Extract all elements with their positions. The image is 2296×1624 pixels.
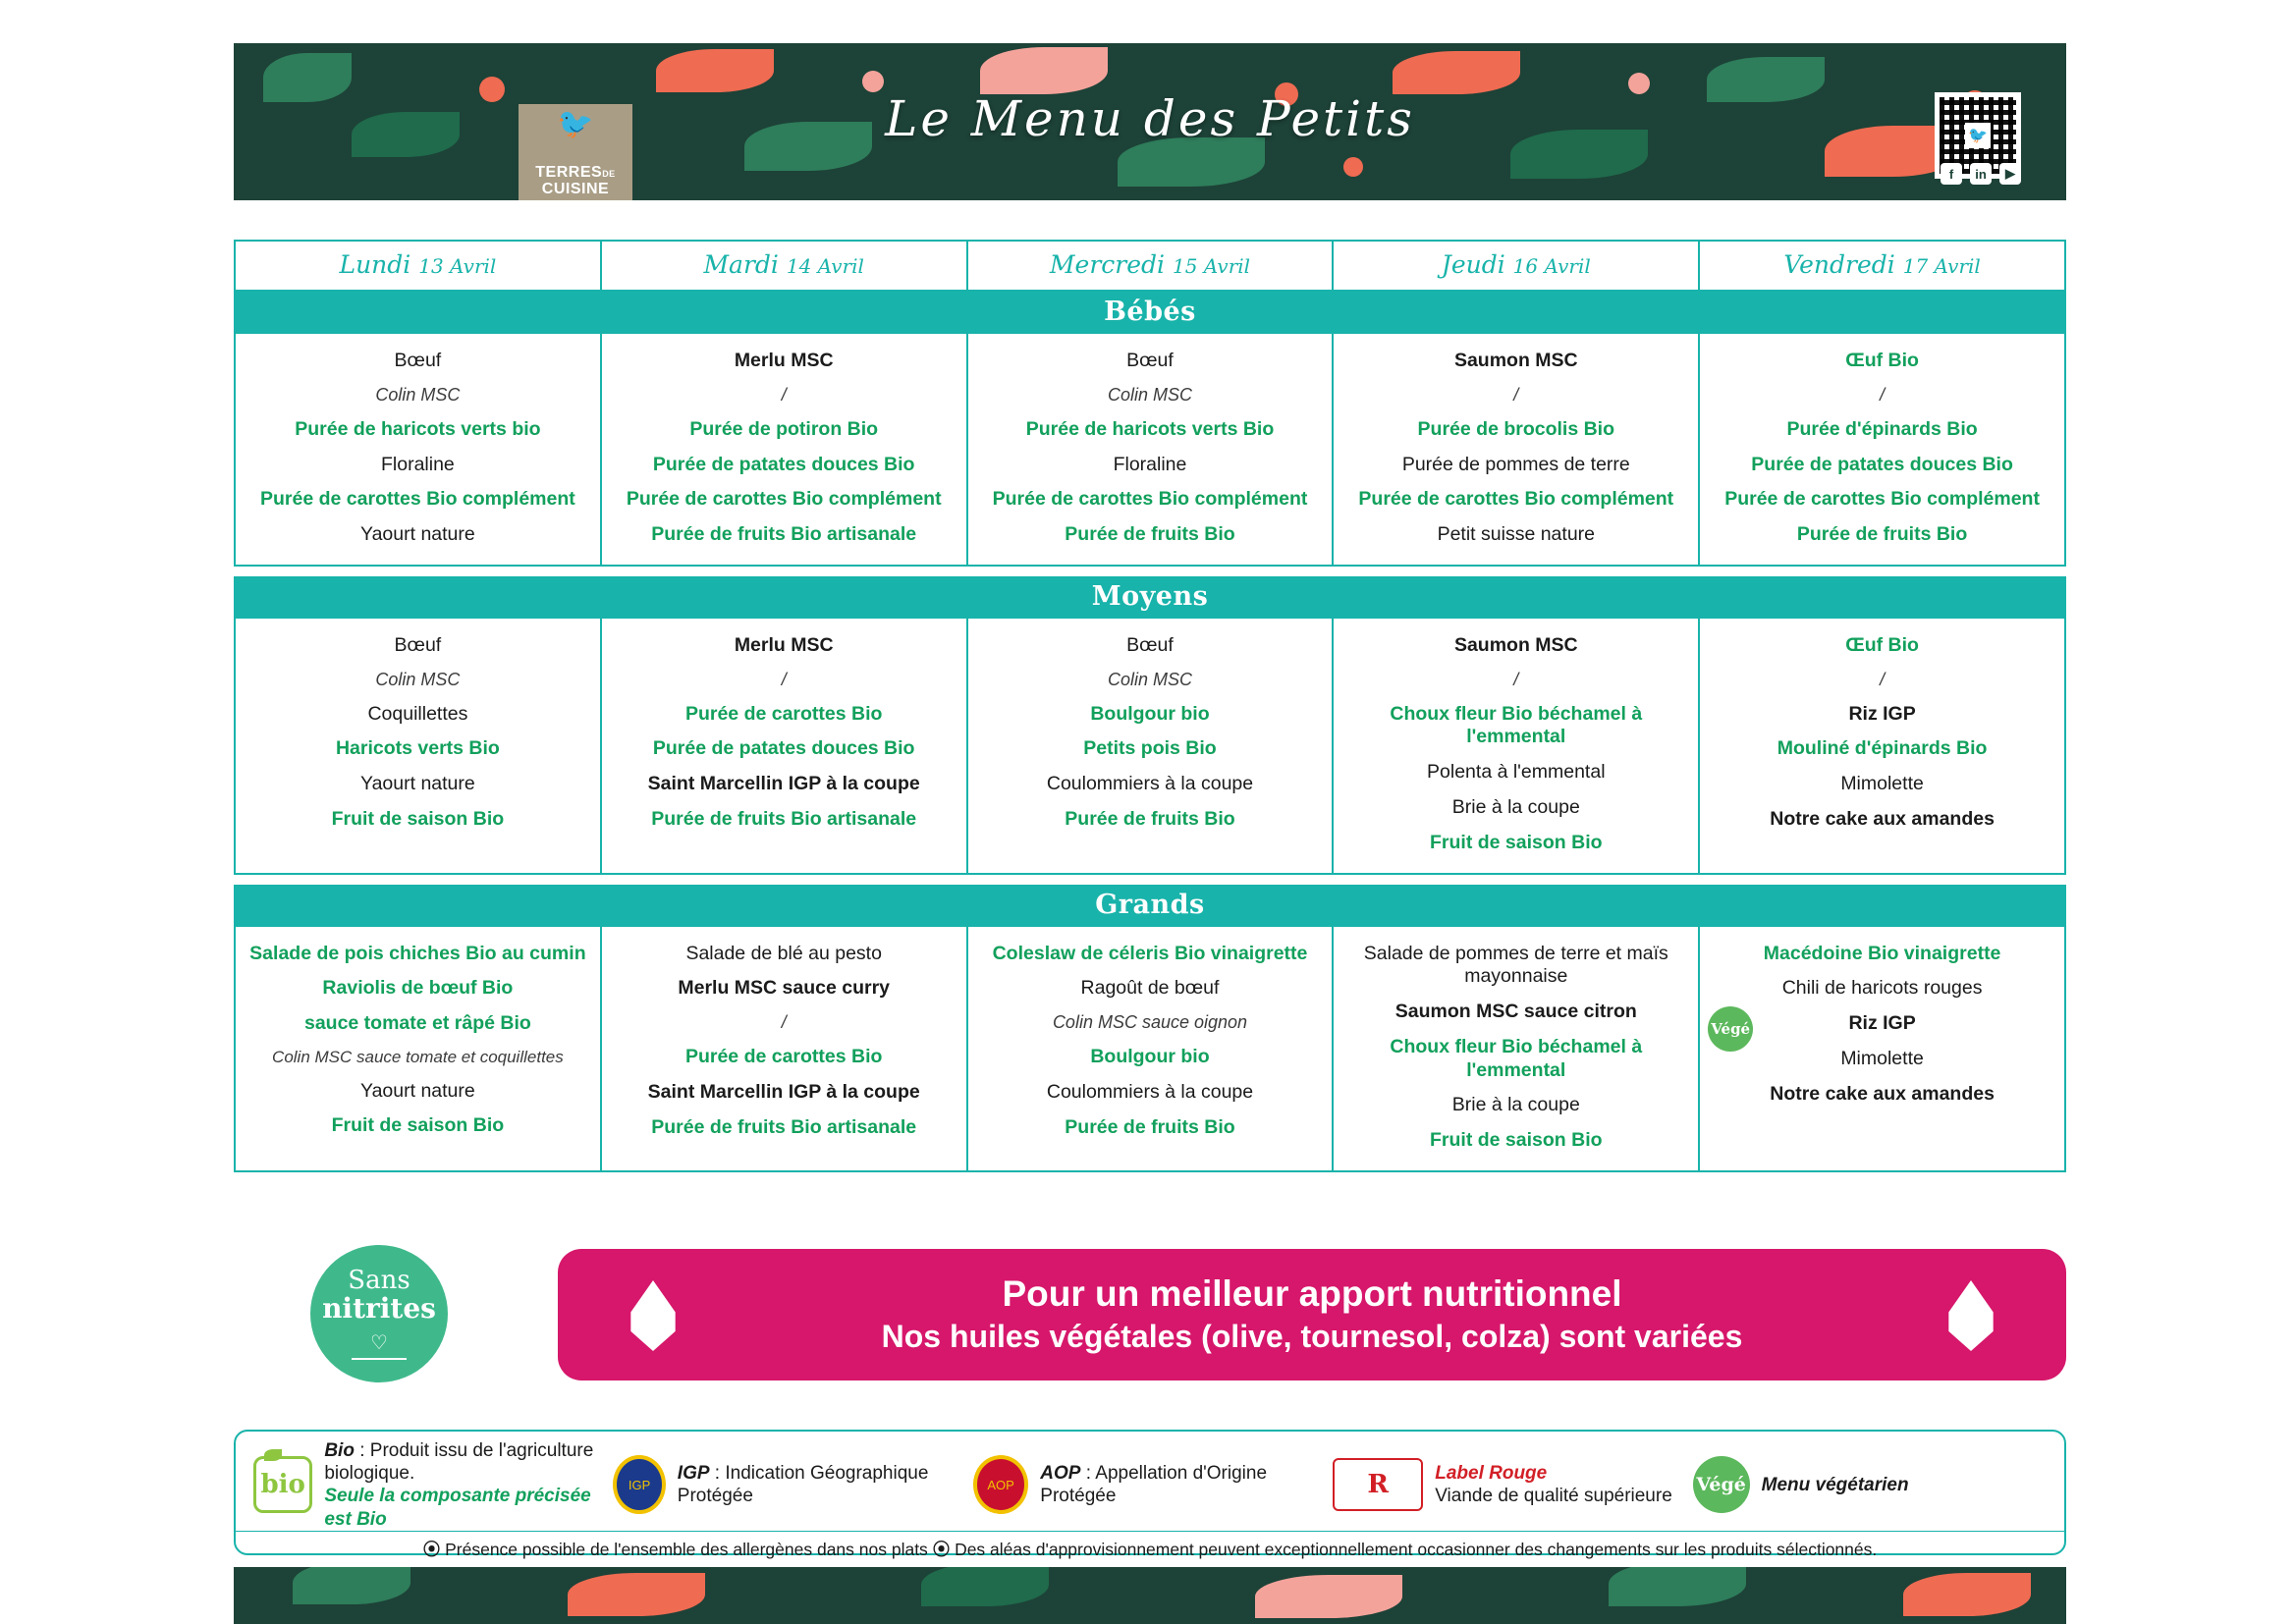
menu-column-jeudi [1334,619,1700,873]
menu-item: Purée de fruits Bio artisanale [651,807,917,830]
menu-item: Purée de carottes Bio complément [992,488,1308,511]
menu-item: Raviolis de bœuf Bio [322,977,514,1000]
menu-item: Purée de fruits Bio [1065,1115,1235,1138]
menu-item: Chili de haricots rouges [1781,977,1983,1000]
bird-icon: 🐦 [557,108,594,140]
menu-column-vendredi [1700,619,2064,873]
legend-item-vegetarien [1693,1456,2047,1513]
day-header-mardi: Mardi 14 Avril [602,242,968,290]
menu-item: Saint Marcellin IGP à la coupe [647,1080,920,1103]
logo-de: DE [602,169,616,180]
menu-item: Purée de fruits Bio artisanale [651,523,917,546]
menu-item: Saumon MSC [1453,633,1578,656]
menu-column-lundi [236,334,602,565]
menu-item: Purée de fruits Bio [1065,523,1235,546]
menu-item: Notre cake aux amandes [1770,807,1995,830]
menu-item: Bœuf [394,350,442,371]
igp-badge-icon: IGP [613,1455,665,1514]
legend-item-aop [973,1455,1327,1514]
footnote-2: Des aléas d'approvisionnement peuvent exceptionnellement occasionner des changements sur les produits sélectionnés. [955,1539,1878,1559]
menu-item: Purée de carottes Bio complément [626,488,942,511]
section-title-bebes: Bébés [234,292,2066,334]
legend-title: AOP [1040,1463,1081,1485]
menu-item: Yaourt nature [360,523,475,546]
menu-item: Coulommiers à la coupe [1046,773,1254,795]
nutrition-promo-banner [558,1249,2066,1380]
menu-item: Purée de carottes Bio complément [1358,488,1674,511]
menu-item: Colin MSC [375,669,461,689]
youtube-icon[interactable]: ▶ [1999,163,2021,185]
aop-badge-icon: AOP [973,1455,1028,1514]
menu-column-vendredi [1700,334,2064,565]
menu-item: / [781,669,787,689]
menu-item: Merlu MSC sauce curry [678,977,891,1000]
legend-note: Seule la composante précisée est Bio [324,1486,591,1530]
menu-column-mercredi [968,334,1335,565]
oil-drop-icon [1944,1280,1997,1351]
menu-item: Purée de haricots verts Bio [1025,417,1275,440]
menu-item: Purée de patates douces Bio [652,453,915,475]
legend-item-label-rouge [1333,1458,1686,1511]
menu-item: Mouliné d'épinards Bio [1777,737,1988,760]
menu-column-mardi [602,334,968,565]
logo-line1: TERRES [535,164,603,182]
menu-item: Purée de carottes Bio complément [1724,488,2040,511]
menu-column-vendredi [1700,927,2064,1170]
menu-item: Colin MSC sauce oignon [1052,1012,1248,1033]
menu-item: Salade de pois chiches Bio au cumin [249,942,586,964]
bullet-icon: ⦿ [932,1539,951,1559]
legend-title: Menu végétarien [1761,1474,1909,1495]
menu-item: Purée de carottes Bio [684,702,883,725]
menu-item: Purée de fruits Bio artisanale [651,1115,917,1138]
day-header-lundi: Lundi 13 Avril [236,242,602,290]
promo-row [234,1245,2066,1382]
menu-item: Ragoût de bœuf [1080,977,1220,1000]
oil-drop-icon [627,1280,680,1351]
legend-footnotes [236,1531,2064,1567]
day-header-vendredi: Vendredi 17 Avril [1783,250,1981,279]
menu-item: Salade de blé au pesto [685,942,882,964]
page-title: Le Menu des Petits [885,90,1415,147]
menu-item: Purée de fruits Bio [1796,523,1968,546]
vegetarian-badge-icon: Végé [1708,1006,1753,1052]
menu-item: Salade de pommes de terre et maïs mayonnaise [1363,942,1668,988]
menu-item: Floraline [381,453,455,475]
menu-item: Fruit de saison Bio [1430,831,1603,853]
menu-item: Végé Riz IGP [1710,1006,2054,1042]
menu-item: / [1513,384,1519,405]
menu-item: / [781,1012,787,1033]
legend-text: : Appellation d'Origine Protégée [1040,1463,1268,1507]
menu-item: Fruit de saison Bio [331,807,505,830]
menu-item: Colin MSC [1107,384,1192,405]
menu-item: Purée de carottes Bio [684,1046,883,1068]
menu-item: Brie à la coupe [1451,1094,1580,1116]
footer-decorative-strip [234,1567,2066,1624]
menu-column-lundi [236,619,602,873]
legend-text: : Indication Géographique Protégée [677,1463,929,1507]
menu-item: Mimolette [1840,1047,1924,1069]
menu-item: Coquillettes [367,702,468,725]
legend-panel [234,1430,2066,1559]
section-bebes [234,334,2066,567]
menu-item: / [1880,669,1886,689]
menu-item: / [1880,384,1886,405]
menu-item: / [1513,669,1519,689]
legend-text: Viande de qualité supérieure [1435,1486,1672,1507]
legend-title: Bio [324,1440,355,1461]
legend-item-igp [613,1455,966,1514]
header-banner [234,43,2066,200]
menu-item: Purée de fruits Bio [1065,807,1235,830]
day-header-mercredi: Mercredi 15 Avril [968,242,1335,290]
menu-item: Polenta à l'emmental [1427,761,1606,784]
menu-item: Choux fleur Bio béchamel à l'emmental [1390,702,1643,748]
legend-text: : Produit issu de l'agriculture biologique. [324,1440,594,1485]
menu-item: Purée de potiron Bio [689,417,879,440]
menu-item: Purée de carottes Bio complément [260,488,575,511]
day-header-jeudi: Jeudi 16 Avril [1334,242,1700,290]
menu-item: Fruit de saison Bio [1430,1129,1603,1152]
menu-item: Œuf Bio [1845,633,1919,656]
menu-table [234,240,2066,1172]
menu-item: Purée de brocolis Bio [1417,417,1615,440]
menu-item: Coleslaw de céleris Bio vinaigrette [992,942,1308,964]
menu-item: Purée d'épinards Bio [1786,417,1978,440]
promo-line-1: Pour un meilleur apport nutritionnel [1002,1273,1622,1315]
promo-line-2: Nos huiles végétales (olive, tournesol, colza) sont variées [881,1319,1743,1355]
menu-item: Riz IGP [1848,702,1916,725]
menu-item: Mimolette [1840,773,1924,795]
footnote-1: Présence possible de l'ensemble des allergènes dans nos plats [445,1539,928,1559]
menu-item: Bœuf [1126,633,1174,656]
menu-item: Saumon MSC sauce citron [1394,1001,1637,1023]
menu-item: Purée de pommes de terre [1401,453,1630,475]
section-grands [234,927,2066,1172]
menu-item: Saint Marcellin IGP à la coupe [647,773,920,795]
social-links[interactable] [1941,163,2021,185]
heart-icon: ♡ [370,1330,388,1355]
facebook-icon[interactable]: f [1941,163,1962,185]
menu-item: Floraline [1113,453,1187,475]
menu-item: Boulgour bio [1090,702,1210,725]
menu-item: Œuf Bio [1845,350,1919,371]
sans-nitrites-badge: Sans nitrites ♡ [310,1245,448,1382]
menu-item: Brie à la coupe [1451,795,1580,818]
label-rouge-badge-icon: R [1333,1458,1423,1511]
vegetarian-badge-icon: Végé [1693,1456,1750,1513]
menu-item: Colin MSC sauce tomate et coquillettes [272,1047,564,1066]
menu-item: Notre cake aux amandes [1770,1082,1995,1105]
brand-logo [519,104,632,200]
menu-column-mardi [602,927,968,1170]
menu-item: Purée de patates douces Bio [652,737,915,760]
legend-title: Label Rouge [1435,1463,1548,1485]
menu-item: Saumon MSC [1453,350,1578,371]
menu-column-mardi [602,619,968,873]
menu-item: Petits pois Bio [1083,737,1217,760]
menu-item: Choux fleur Bio béchamel à l'emmental [1390,1035,1643,1081]
menu-column-lundi [236,927,602,1170]
menu-column-jeudi [1334,334,1700,565]
legend-item-bio [253,1439,607,1531]
menu-item: / [781,384,787,405]
menu-item: Merlu MSC [734,350,834,371]
qr-center-bird-icon: 🐦 [1965,123,1991,148]
menu-item: Yaourt nature [360,1079,475,1102]
logo-line2: CUISINE [541,181,610,198]
menu-column-mercredi [968,927,1335,1170]
linkedin-icon[interactable]: in [1970,163,1992,185]
menu-item: Purée de patates douces Bio [1751,453,2013,475]
menu-item: Yaourt nature [360,773,475,795]
table-header-days [234,240,2066,292]
section-title-moyens: Moyens [234,576,2066,619]
menu-item: Purée de haricots verts bio [295,417,541,440]
menu-item: Coulommiers à la coupe [1046,1080,1254,1103]
menu-column-jeudi [1334,927,1700,1170]
leaf-icon [264,1449,282,1461]
legend-title: IGP [677,1463,710,1485]
menu-item: sauce tomate et râpé Bio [303,1012,531,1035]
section-moyens [234,619,2066,875]
menu-item: Bœuf [394,633,442,656]
bullet-icon: ⦿ [422,1539,441,1559]
menu-item: Merlu MSC [734,633,834,656]
menu-item: Boulgour bio [1090,1046,1210,1068]
menu-item: Haricots verts Bio [335,737,500,760]
menu-item: Colin MSC [375,384,461,405]
bio-badge-icon: bio [253,1456,312,1513]
section-title-grands: Grands [234,885,2066,927]
menu-item: Colin MSC [1107,669,1192,689]
divider [352,1358,407,1360]
menu-item: Fruit de saison Bio [331,1114,505,1137]
menu-item: Petit suisse nature [1437,523,1595,546]
menu-column-mercredi [968,619,1335,873]
menu-item: Bœuf [1126,350,1174,371]
menu-item: Macédoine Bio vinaigrette [1763,942,2001,964]
